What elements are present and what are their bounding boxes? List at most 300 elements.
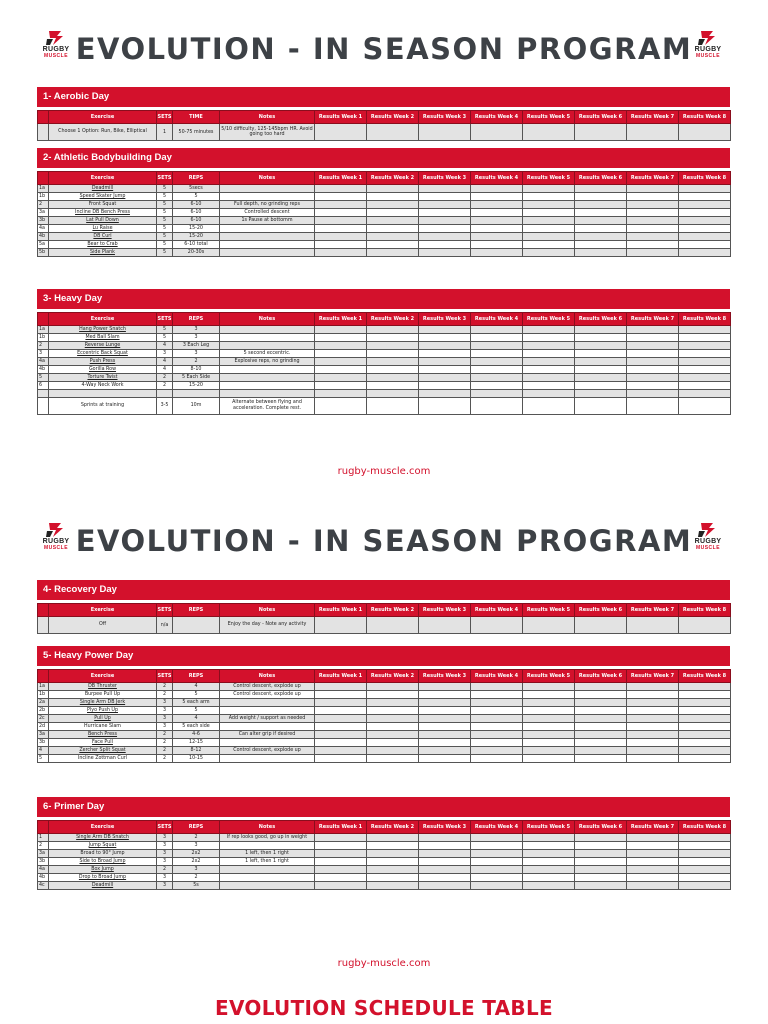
results-week-input[interactable]	[679, 209, 731, 217]
results-week-input[interactable]	[679, 747, 731, 755]
results-week-input[interactable]	[471, 209, 523, 217]
results-week-input[interactable]	[679, 723, 731, 731]
results-week-input[interactable]	[367, 858, 419, 866]
results-week-input[interactable]	[627, 193, 679, 201]
results-week-input[interactable]	[627, 225, 679, 233]
results-week-input[interactable]	[471, 342, 523, 350]
results-week-input[interactable]	[575, 366, 627, 374]
results-week-input[interactable]	[679, 683, 731, 691]
results-week-input[interactable]	[471, 715, 523, 723]
results-week-input[interactable]	[471, 201, 523, 209]
results-week-input[interactable]	[575, 334, 627, 342]
results-week-input[interactable]	[523, 866, 575, 874]
results-week-input[interactable]	[315, 326, 367, 334]
results-week-input[interactable]	[575, 249, 627, 257]
results-week-input[interactable]	[419, 731, 471, 739]
results-week-input[interactable]	[419, 124, 471, 141]
results-week-input[interactable]	[315, 209, 367, 217]
results-week-input[interactable]	[523, 699, 575, 707]
results-week-input[interactable]	[627, 374, 679, 382]
results-week-input[interactable]	[471, 225, 523, 233]
results-week-input[interactable]	[471, 397, 523, 414]
results-week-input[interactable]	[471, 334, 523, 342]
exercise-name[interactable]: Pull Up	[94, 716, 111, 721]
results-week-input[interactable]	[315, 874, 367, 882]
results-week-input[interactable]	[471, 850, 523, 858]
results-week-input[interactable]	[627, 124, 679, 141]
results-week-input[interactable]	[367, 225, 419, 233]
results-week-input[interactable]	[419, 850, 471, 858]
results-week-input[interactable]	[575, 358, 627, 366]
results-week-input[interactable]	[419, 683, 471, 691]
exercise-name[interactable]: Bench Press	[87, 732, 118, 737]
results-week-input[interactable]	[419, 617, 471, 634]
results-week-input[interactable]	[679, 739, 731, 747]
results-week-input[interactable]	[419, 193, 471, 201]
results-week-input[interactable]	[523, 874, 575, 882]
results-week-input[interactable]	[367, 217, 419, 225]
results-week-input[interactable]	[471, 382, 523, 390]
results-week-input[interactable]	[419, 342, 471, 350]
results-week-input[interactable]	[627, 707, 679, 715]
results-week-input[interactable]	[575, 185, 627, 193]
results-week-input[interactable]	[523, 842, 575, 850]
results-week-input[interactable]	[315, 747, 367, 755]
results-week-input[interactable]	[367, 201, 419, 209]
results-week-input[interactable]	[315, 382, 367, 390]
results-week-input[interactable]	[367, 233, 419, 241]
results-week-input[interactable]	[575, 390, 627, 398]
results-week-input[interactable]	[419, 874, 471, 882]
results-week-input[interactable]	[627, 874, 679, 882]
results-week-input[interactable]	[575, 397, 627, 414]
results-week-input[interactable]	[315, 739, 367, 747]
results-week-input[interactable]	[367, 691, 419, 699]
exercise-name[interactable]: Single Arm DB Jerk	[79, 700, 126, 705]
results-week-input[interactable]	[523, 850, 575, 858]
results-week-input[interactable]	[419, 350, 471, 358]
results-week-input[interactable]	[419, 185, 471, 193]
results-week-input[interactable]	[627, 249, 679, 257]
results-week-input[interactable]	[679, 699, 731, 707]
exercise-name[interactable]: Deadmill	[91, 883, 114, 888]
results-week-input[interactable]	[315, 866, 367, 874]
results-week-input[interactable]	[471, 350, 523, 358]
results-week-input[interactable]	[471, 617, 523, 634]
results-week-input[interactable]	[627, 342, 679, 350]
results-week-input[interactable]	[575, 731, 627, 739]
results-week-input[interactable]	[523, 342, 575, 350]
results-week-input[interactable]	[627, 366, 679, 374]
exercise-name[interactable]: Deadmill	[91, 186, 114, 191]
results-week-input[interactable]	[419, 201, 471, 209]
results-week-input[interactable]	[523, 366, 575, 374]
results-week-input[interactable]	[367, 747, 419, 755]
exercise-name[interactable]: Torture Twist	[87, 375, 118, 380]
results-week-input[interactable]	[679, 249, 731, 257]
results-week-input[interactable]	[315, 334, 367, 342]
results-week-input[interactable]	[419, 739, 471, 747]
results-week-input[interactable]	[315, 617, 367, 634]
exercise-name[interactable]: Speed Skater Jump	[79, 194, 126, 199]
results-week-input[interactable]	[575, 755, 627, 763]
results-week-input[interactable]	[575, 747, 627, 755]
results-week-input[interactable]	[679, 691, 731, 699]
results-week-input[interactable]	[471, 241, 523, 249]
results-week-input[interactable]	[315, 225, 367, 233]
results-week-input[interactable]	[679, 374, 731, 382]
results-week-input[interactable]	[315, 707, 367, 715]
exercise-name[interactable]: Box Jump	[91, 867, 114, 872]
results-week-input[interactable]	[523, 374, 575, 382]
results-week-input[interactable]	[627, 747, 679, 755]
results-week-input[interactable]	[367, 715, 419, 723]
results-week-input[interactable]	[575, 374, 627, 382]
results-week-input[interactable]	[419, 858, 471, 866]
results-week-input[interactable]	[575, 326, 627, 334]
results-week-input[interactable]	[523, 382, 575, 390]
footer-link[interactable]: rugby-muscle.com	[337, 466, 431, 477]
results-week-input[interactable]	[419, 715, 471, 723]
results-week-input[interactable]	[523, 397, 575, 414]
results-week-input[interactable]	[523, 683, 575, 691]
results-week-input[interactable]	[367, 366, 419, 374]
results-week-input[interactable]	[679, 185, 731, 193]
results-week-input[interactable]	[471, 185, 523, 193]
results-week-input[interactable]	[679, 193, 731, 201]
results-week-input[interactable]	[679, 124, 731, 141]
results-week-input[interactable]	[679, 850, 731, 858]
exercise-name[interactable]: Plyo Push Up	[87, 708, 118, 713]
results-week-input[interactable]	[575, 683, 627, 691]
results-week-input[interactable]	[367, 209, 419, 217]
results-week-input[interactable]	[315, 233, 367, 241]
results-week-input[interactable]	[419, 866, 471, 874]
results-week-input[interactable]	[523, 350, 575, 358]
results-week-input[interactable]	[471, 834, 523, 842]
results-week-input[interactable]	[627, 350, 679, 358]
results-week-input[interactable]	[315, 397, 367, 414]
results-week-input[interactable]	[471, 882, 523, 890]
results-week-input[interactable]	[575, 201, 627, 209]
results-week-input[interactable]	[627, 233, 679, 241]
results-week-input[interactable]	[627, 858, 679, 866]
results-week-input[interactable]	[471, 217, 523, 225]
results-week-input[interactable]	[471, 699, 523, 707]
results-week-input[interactable]	[419, 217, 471, 225]
exercise-name[interactable]: Zercher Split Squat	[79, 748, 126, 753]
results-week-input[interactable]	[627, 723, 679, 731]
results-week-input[interactable]	[575, 723, 627, 731]
results-week-input[interactable]	[419, 882, 471, 890]
results-week-input[interactable]	[367, 882, 419, 890]
results-week-input[interactable]	[315, 699, 367, 707]
results-week-input[interactable]	[575, 382, 627, 390]
results-week-input[interactable]	[679, 201, 731, 209]
exercise-name[interactable]: Incline DB Bench Press	[75, 210, 130, 215]
results-week-input[interactable]	[679, 366, 731, 374]
results-week-input[interactable]	[679, 842, 731, 850]
results-week-input[interactable]	[367, 334, 419, 342]
results-week-input[interactable]	[315, 834, 367, 842]
results-week-input[interactable]	[575, 691, 627, 699]
results-week-input[interactable]	[315, 350, 367, 358]
results-week-input[interactable]	[315, 342, 367, 350]
results-week-input[interactable]	[575, 193, 627, 201]
results-week-input[interactable]	[419, 691, 471, 699]
results-week-input[interactable]	[627, 390, 679, 398]
results-week-input[interactable]	[471, 842, 523, 850]
results-week-input[interactable]	[367, 683, 419, 691]
results-week-input[interactable]	[575, 842, 627, 850]
results-week-input[interactable]	[471, 124, 523, 141]
results-week-input[interactable]	[419, 358, 471, 366]
results-week-input[interactable]	[367, 241, 419, 249]
results-week-input[interactable]	[367, 617, 419, 634]
results-week-input[interactable]	[523, 358, 575, 366]
results-week-input[interactable]	[523, 193, 575, 201]
footer-link[interactable]: rugby-muscle.com	[337, 958, 431, 969]
exercise-name[interactable]: Med Ball Slam	[85, 335, 120, 340]
results-week-input[interactable]	[419, 707, 471, 715]
results-week-input[interactable]	[679, 241, 731, 249]
results-week-input[interactable]	[367, 342, 419, 350]
exercise-name[interactable]: Lat Pull Down	[86, 218, 119, 223]
results-week-input[interactable]	[471, 683, 523, 691]
exercise-name[interactable]: Side to Broad Jump	[79, 859, 126, 864]
results-week-input[interactable]	[367, 397, 419, 414]
results-week-input[interactable]	[523, 201, 575, 209]
results-week-input[interactable]	[471, 866, 523, 874]
results-week-input[interactable]	[523, 326, 575, 334]
results-week-input[interactable]	[523, 217, 575, 225]
exercise-name[interactable]: DB Thruster	[88, 684, 117, 689]
results-week-input[interactable]	[471, 707, 523, 715]
results-week-input[interactable]	[315, 755, 367, 763]
results-week-input[interactable]	[523, 747, 575, 755]
results-week-input[interactable]	[575, 707, 627, 715]
results-week-input[interactable]	[471, 691, 523, 699]
results-week-input[interactable]	[315, 715, 367, 723]
results-week-input[interactable]	[627, 382, 679, 390]
results-week-input[interactable]	[679, 882, 731, 890]
results-week-input[interactable]	[575, 617, 627, 634]
results-week-input[interactable]	[367, 124, 419, 141]
results-week-input[interactable]	[367, 193, 419, 201]
results-week-input[interactable]	[419, 366, 471, 374]
exercise-name[interactable]: Jump Squat	[88, 843, 117, 848]
results-week-input[interactable]	[315, 241, 367, 249]
results-week-input[interactable]	[523, 882, 575, 890]
results-week-input[interactable]	[575, 350, 627, 358]
results-week-input[interactable]	[575, 124, 627, 141]
results-week-input[interactable]	[679, 358, 731, 366]
results-week-input[interactable]	[315, 858, 367, 866]
results-week-input[interactable]	[627, 731, 679, 739]
results-week-input[interactable]	[419, 834, 471, 842]
results-week-input[interactable]	[419, 397, 471, 414]
results-week-input[interactable]	[523, 731, 575, 739]
results-week-input[interactable]	[419, 723, 471, 731]
results-week-input[interactable]	[523, 723, 575, 731]
results-week-input[interactable]	[627, 699, 679, 707]
results-week-input[interactable]	[315, 201, 367, 209]
results-week-input[interactable]	[315, 358, 367, 366]
results-week-input[interactable]	[471, 193, 523, 201]
results-week-input[interactable]	[627, 201, 679, 209]
results-week-input[interactable]	[523, 739, 575, 747]
results-week-input[interactable]	[627, 617, 679, 634]
results-week-input[interactable]	[679, 217, 731, 225]
results-week-input[interactable]	[419, 225, 471, 233]
results-week-input[interactable]	[627, 691, 679, 699]
results-week-input[interactable]	[367, 850, 419, 858]
results-week-input[interactable]	[315, 731, 367, 739]
results-week-input[interactable]	[679, 342, 731, 350]
results-week-input[interactable]	[471, 358, 523, 366]
results-week-input[interactable]	[523, 209, 575, 217]
results-week-input[interactable]	[679, 858, 731, 866]
results-week-input[interactable]	[419, 390, 471, 398]
results-week-input[interactable]	[575, 739, 627, 747]
results-week-input[interactable]	[679, 874, 731, 882]
results-week-input[interactable]	[471, 858, 523, 866]
results-week-input[interactable]	[523, 185, 575, 193]
results-week-input[interactable]	[523, 834, 575, 842]
results-week-input[interactable]	[315, 723, 367, 731]
results-week-input[interactable]	[679, 350, 731, 358]
results-week-input[interactable]	[367, 874, 419, 882]
results-week-input[interactable]	[523, 707, 575, 715]
results-week-input[interactable]	[575, 225, 627, 233]
results-week-input[interactable]	[627, 882, 679, 890]
results-week-input[interactable]	[471, 390, 523, 398]
results-week-input[interactable]	[471, 739, 523, 747]
results-week-input[interactable]	[367, 866, 419, 874]
results-week-input[interactable]	[575, 342, 627, 350]
results-week-input[interactable]	[315, 366, 367, 374]
results-week-input[interactable]	[367, 350, 419, 358]
results-week-input[interactable]	[627, 334, 679, 342]
results-week-input[interactable]	[679, 334, 731, 342]
results-week-input[interactable]	[679, 755, 731, 763]
results-week-input[interactable]	[523, 755, 575, 763]
results-week-input[interactable]	[679, 834, 731, 842]
results-week-input[interactable]	[419, 241, 471, 249]
results-week-input[interactable]	[575, 241, 627, 249]
results-week-input[interactable]	[575, 882, 627, 890]
results-week-input[interactable]	[679, 715, 731, 723]
exercise-name[interactable]: DB Curl	[93, 234, 112, 239]
results-week-input[interactable]	[523, 249, 575, 257]
results-week-input[interactable]	[471, 747, 523, 755]
results-week-input[interactable]	[627, 755, 679, 763]
results-week-input[interactable]	[315, 193, 367, 201]
results-week-input[interactable]	[419, 382, 471, 390]
results-week-input[interactable]	[471, 731, 523, 739]
results-week-input[interactable]	[471, 326, 523, 334]
results-week-input[interactable]	[419, 755, 471, 763]
results-week-input[interactable]	[575, 866, 627, 874]
results-week-input[interactable]	[627, 715, 679, 723]
results-week-input[interactable]	[315, 842, 367, 850]
results-week-input[interactable]	[523, 390, 575, 398]
results-week-input[interactable]	[627, 358, 679, 366]
results-week-input[interactable]	[679, 866, 731, 874]
results-week-input[interactable]	[575, 233, 627, 241]
results-week-input[interactable]	[315, 691, 367, 699]
results-week-input[interactable]	[315, 683, 367, 691]
exercise-name[interactable]: Gorilla Row	[88, 367, 117, 372]
results-week-input[interactable]	[679, 731, 731, 739]
results-week-input[interactable]	[523, 241, 575, 249]
results-week-input[interactable]	[575, 850, 627, 858]
exercise-name[interactable]: Single Arm DB Snatch	[76, 835, 129, 840]
results-week-input[interactable]	[315, 374, 367, 382]
results-week-input[interactable]	[367, 382, 419, 390]
results-week-input[interactable]	[523, 691, 575, 699]
results-week-input[interactable]	[523, 233, 575, 241]
results-week-input[interactable]	[419, 699, 471, 707]
results-week-input[interactable]	[575, 715, 627, 723]
exercise-name[interactable]: Drop to Broad Jump	[78, 875, 127, 880]
results-week-input[interactable]	[367, 755, 419, 763]
results-week-input[interactable]	[471, 755, 523, 763]
results-week-input[interactable]	[575, 217, 627, 225]
results-week-input[interactable]	[471, 374, 523, 382]
exercise-name[interactable]: Eccentric Back Squat	[77, 351, 128, 356]
exercise-name[interactable]: Hang Power Snatch	[79, 327, 126, 332]
results-week-input[interactable]	[627, 397, 679, 414]
results-week-input[interactable]	[367, 185, 419, 193]
results-week-input[interactable]	[367, 374, 419, 382]
results-week-input[interactable]	[679, 390, 731, 398]
results-week-input[interactable]	[575, 858, 627, 866]
results-week-input[interactable]	[627, 683, 679, 691]
results-week-input[interactable]	[627, 326, 679, 334]
results-week-input[interactable]	[367, 699, 419, 707]
results-week-input[interactable]	[367, 731, 419, 739]
exercise-name[interactable]: Face Pull	[92, 740, 113, 745]
results-week-input[interactable]	[523, 617, 575, 634]
results-week-input[interactable]	[575, 699, 627, 707]
results-week-input[interactable]	[523, 124, 575, 141]
results-week-input[interactable]	[523, 715, 575, 723]
results-week-input[interactable]	[627, 217, 679, 225]
results-week-input[interactable]	[679, 617, 731, 634]
results-week-input[interactable]	[471, 723, 523, 731]
results-week-input[interactable]	[679, 233, 731, 241]
results-week-input[interactable]	[471, 233, 523, 241]
results-week-input[interactable]	[471, 366, 523, 374]
results-week-input[interactable]	[471, 874, 523, 882]
results-week-input[interactable]	[419, 334, 471, 342]
results-week-input[interactable]	[523, 225, 575, 233]
exercise-name[interactable]: Bear to Crab	[87, 242, 118, 247]
results-week-input[interactable]	[315, 249, 367, 257]
results-week-input[interactable]	[575, 874, 627, 882]
results-week-input[interactable]	[367, 358, 419, 366]
results-week-input[interactable]	[679, 397, 731, 414]
results-week-input[interactable]	[523, 858, 575, 866]
results-week-input[interactable]	[419, 326, 471, 334]
results-week-input[interactable]	[627, 241, 679, 249]
results-week-input[interactable]	[367, 723, 419, 731]
exercise-name[interactable]: Side Plank	[90, 250, 115, 255]
results-week-input[interactable]	[367, 326, 419, 334]
exercise-name[interactable]: Lu Raise	[92, 226, 113, 231]
results-week-input[interactable]	[315, 124, 367, 141]
